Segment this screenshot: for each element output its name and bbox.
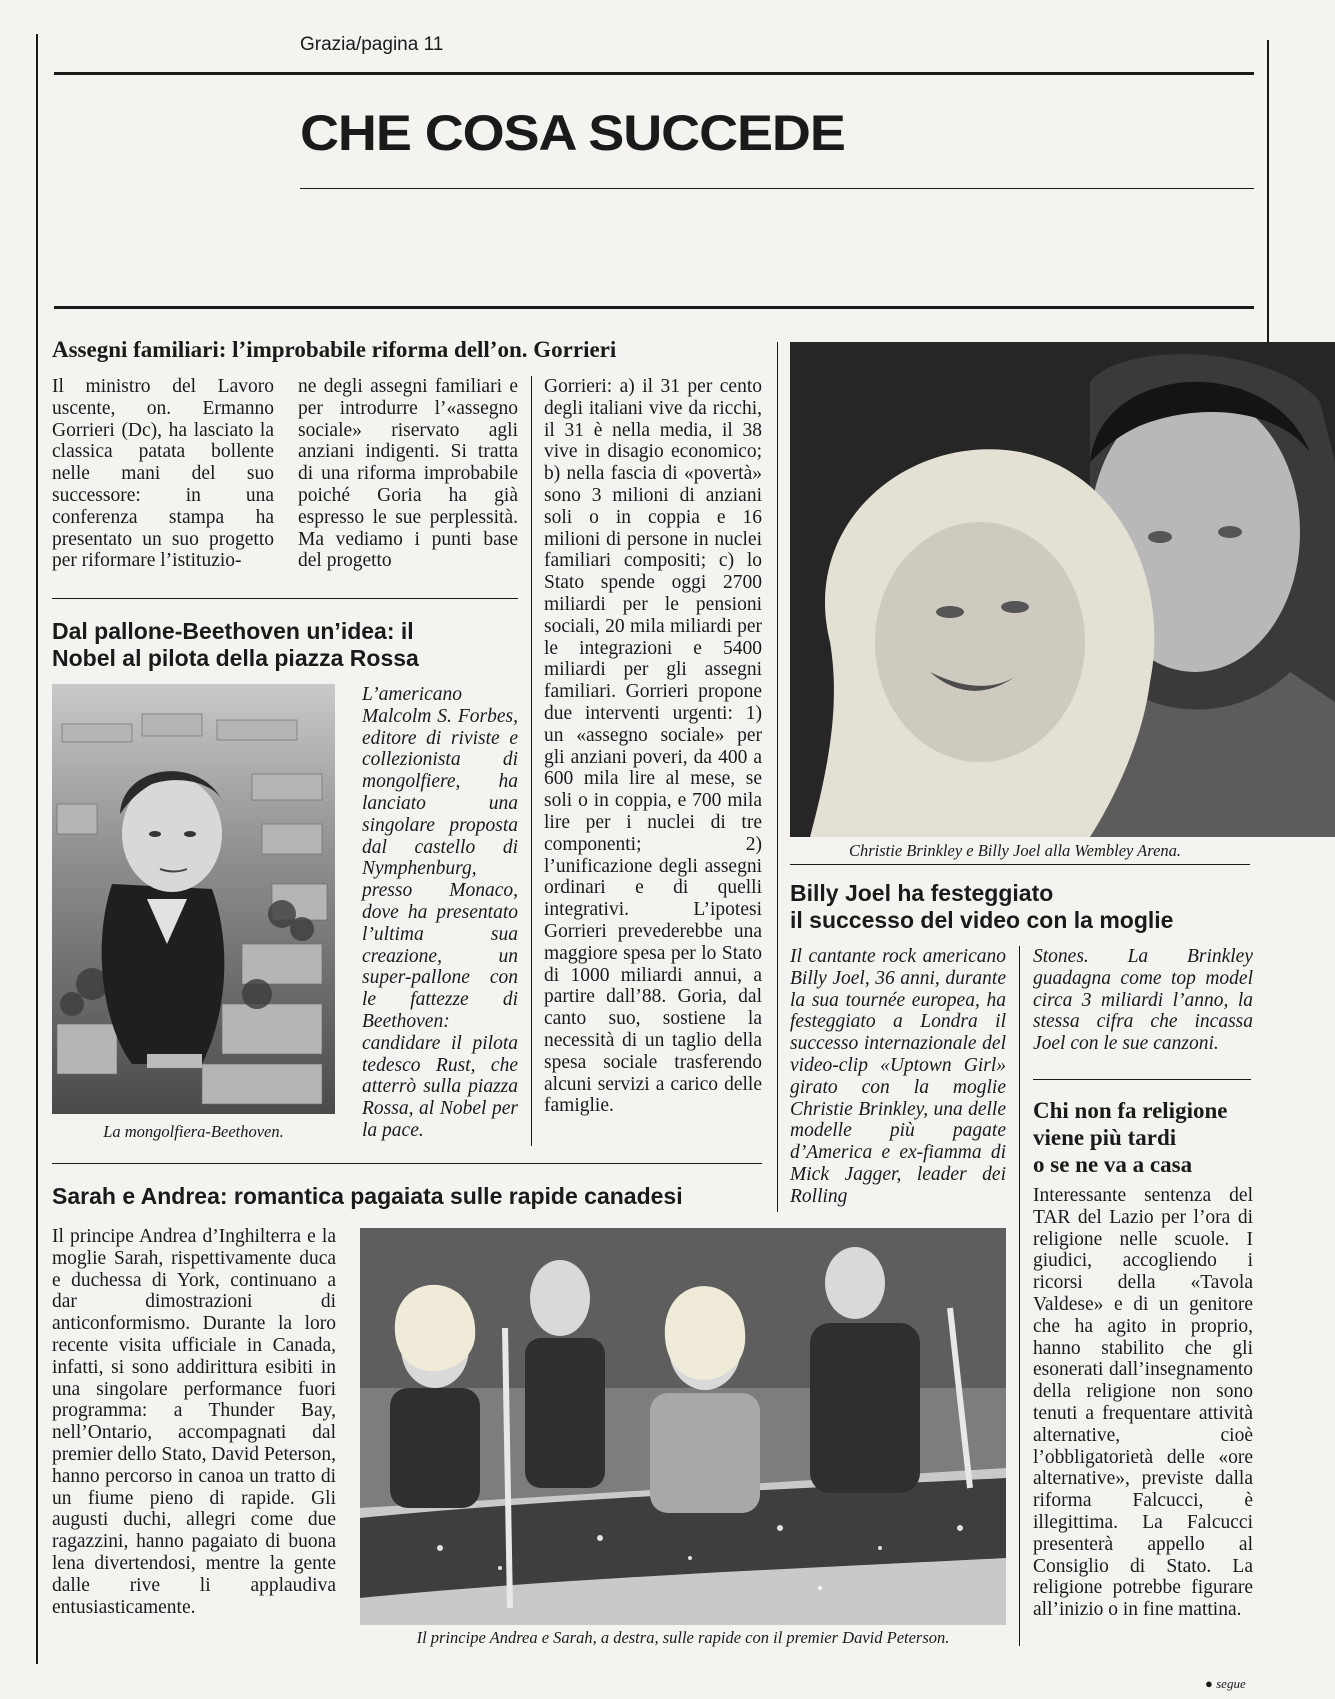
beethoven-body: L’americano Malcolm S. Forbes, editore di riviste e collezionista di mongolfiere, ha lanciato una singolare proposta dal castello di Nymphenburg, presso Monaco, dove ha presentato l’ultima sua creazione, un super-pallone con le fattezze di Beethoven: candidare il pilota tedesco Rust, che atterrò sulla piazza Rossa, al Nobel per la pace. — [362, 684, 518, 1141]
right-frame-rule — [1267, 40, 1269, 340]
header-top-rule — [54, 72, 1254, 75]
assegni-col3: Gorrieri: a) il 31 per cento degli italiani vive da ricchi, il 31 è nella media, il 38 vive in disagio economico; b) nella fascia di «povertà» sono 3 milioni di anziani soli o in coppia e 16 milioni di persone in nuclei familiari compositi; c) lo Stato spende oggi 2700 miliardi per le pensioni sociali, 20 mila miliardi per le integrazioni e 5400 miliardi per gli assegni familiari. Gorrieri propone due interventi urgenti: 1) un «assegno sociale» per gli anziani poveri, da 400 a 600 mila lire al mese, se soli o in coppia, e 700 mila lire per i nuclei di tre componenti; 2) l’unificazione degli assegni ordinari e di quelli integrativi. L’ipotesi Gorrieri prevederebbe una maggiore spesa per lo Stato di 1000 miliardi annui, a partire dall’88. Goria, dal canto suo, sostiene la necessità di un taglio della spesa sociale trasferendo alcuni servizi a carico delle famiglie. — [544, 376, 762, 1117]
assegni-col2: ne degli assegni familiari e per introdurre l’«assegno sociale» riservato agli anziani indigenti. Si tratta di una riforma improbabile poiché Goria ha già espresso le sue perplessità. Ma vediamo i punti base del progetto — [298, 376, 518, 572]
header-under-title-rule — [300, 188, 1254, 189]
caption-brinkley-joel: Christie Brinkley e Billy Joel alla Wembley Arena. — [848, 841, 1182, 860]
photo-beethoven-balloon — [52, 684, 335, 1114]
headline-sarah: Sarah e Andrea: romantica pagaiata sulle rapide canadesi — [52, 1183, 683, 1209]
headline-billy-1: Billy Joel ha festeggiato — [790, 880, 1054, 906]
column-rule-assegni — [531, 376, 532, 1146]
header-bottom-rule — [54, 306, 1254, 309]
headline-billy-2: il successo del video con la moglie — [790, 907, 1174, 933]
continue-marker — [1205, 1676, 1246, 1692]
section-title: CHE COSA SUCCEDE — [300, 105, 845, 161]
left-frame-rule — [36, 34, 38, 1664]
photo-brinkley-joel — [790, 342, 1335, 837]
photo-canoe-rapids — [360, 1228, 1006, 1625]
headline-beethoven-1: Dal pallone-Beethoven un’idea: il — [52, 618, 414, 644]
page-folio: Grazia/pagina 11 — [300, 34, 444, 55]
sarah-body: Il principe Andrea d’Inghilterra e la moglie Sarah, rispettivamente duca e duchessa di York, continuano a dar dimostrazioni di anticonformismo. Durante la loro recente visita ufficiale in Canada, infatti, si sono addirittura esibiti in una singolare performance fuori programma: a Thunder Bay, nell’Ontario, accompagnati dal premier dello Stato, David Peterson, hanno percorso in canoa un tratto di un fiume pieno di rapide. Gli augusti duchi, allegri come due ragazzini, hanno pagaiato di buona lena divertendosi, mentre la gente dalle rive li applaudiva entusiasticamente. — [52, 1226, 336, 1618]
column-rule-billy — [777, 342, 778, 1212]
rule-above-religione — [1033, 1079, 1251, 1080]
rule-above-beethoven — [52, 598, 518, 599]
headline-assegni: Assegni familiari: l’improbabile riforma dell’on. Gorrieri — [52, 337, 617, 362]
headline-beethoven-2: Nobel al pilota della piazza Rossa — [52, 645, 419, 671]
billy-col2: Stones. La Brinkley guadagna come top model circa 3 miliardi l’anno, la stessa cifra che incassa Joel con le sue canzoni. — [1033, 946, 1253, 1055]
headline-religione-3: o se ne va a casa — [1033, 1152, 1193, 1177]
bullet-icon: ● — [1205, 1676, 1213, 1691]
continue-label: segue — [1216, 1676, 1246, 1691]
rule-above-sarah — [52, 1163, 762, 1164]
headline-religione-1: Chi non fa religione — [1033, 1098, 1228, 1123]
billy-col1: Il cantante rock americano Billy Joel, 36 anni, durante la sua tournée europea, ha festeggiato a Londra il successo internazionale del video-clip «Uptown Girl» girato con la moglie Christie Brinkley, una delle modelle più pagate d’America e ex-fiamma di Mick Jagger, leader dei Rolling — [790, 946, 1006, 1207]
religione-body: Interessante sentenza del TAR del Lazio per l’ora di religione nelle scuole. I giudici, accogliendo i ricorsi della «Tavola Valdese» e di un genitore che ha agito in proprio, hanno stabilito che gli esonerati dall’insegnamento della religione non sono tenuti a frequentare attività alternative, cioè l’obbligatorietà delle «ore alternative», previste dalla riforma Falcucci, è illegittima. La Falcucci presenterà appello al Consiglio di Stato. La religione potrebbe figurare all’inizio o in fine mattina. — [1033, 1185, 1253, 1621]
caption-canoe: Il principe Andrea e Sarah, a destra, sulle rapide con il premier David Peterson. — [416, 1628, 950, 1647]
assegni-col1: Il ministro del Lavoro uscente, on. Ermanno Gorrieri (Dc), ha lasciato la classica patata bollente nelle mani del suo successore: in una conferenza stampa ha presentato un suo progetto per riformare l’istituzio- — [52, 376, 274, 572]
headline-religione-2: viene più tardi — [1033, 1125, 1177, 1150]
column-rule-religione — [1019, 946, 1020, 1646]
caption-beethoven: La mongolfiera-Beethoven. — [103, 1122, 284, 1141]
rule-under-billy-caption — [790, 864, 1250, 865]
